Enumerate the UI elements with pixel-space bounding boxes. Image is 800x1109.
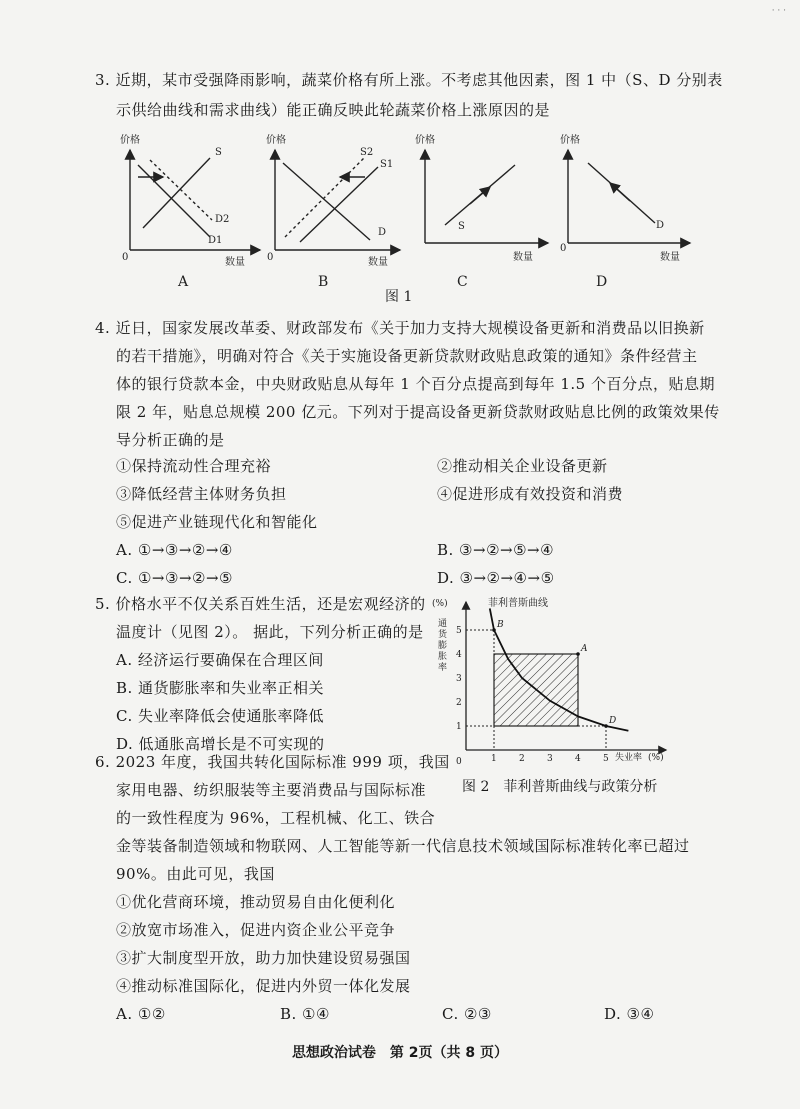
q4-line-5: 导分析正确的是 bbox=[116, 431, 225, 449]
phillips-y-tick-2: 2 bbox=[456, 698, 462, 708]
graph-c-x-label: 数量 bbox=[513, 252, 533, 263]
graph-d bbox=[568, 150, 690, 243]
q6-line-5: 90%。由此可见，我国 bbox=[116, 865, 275, 883]
q4-item-1: ①保持流动性合理充裕 bbox=[116, 457, 272, 475]
phillips-y-unit: (%) bbox=[432, 599, 448, 609]
q6-choice-d[interactable]: D. ③④ bbox=[604, 1005, 655, 1023]
graph-b-y-label: 价格 bbox=[266, 135, 286, 146]
graph-a-y-label: 价格 bbox=[120, 135, 140, 146]
phillips-x-tick-4: 4 bbox=[575, 754, 581, 764]
graph-d-curve-d: D bbox=[656, 220, 665, 231]
phillips-point-label-a: A bbox=[581, 644, 588, 654]
graph-a-option-label: A bbox=[178, 274, 189, 290]
graph-b-x-label: 数量 bbox=[368, 257, 388, 268]
graph-b-option-label: B bbox=[318, 274, 329, 290]
q5-choice-a[interactable]: A. 经济运行要确保在合理区间 bbox=[116, 651, 324, 669]
q4-line-3: 体的银行贷款本金，中央财政贴息从每年 1 个百分点提高到每年 1.5 个百分点，贴息期 bbox=[116, 375, 715, 393]
graph-a-demand-d1 bbox=[138, 165, 210, 237]
graph-b-demand-line bbox=[283, 163, 370, 240]
q4-choice-d[interactable]: D. ③→②→④→⑤ bbox=[437, 569, 555, 587]
q4-line-1: 4. 近日，国家发展改革委、财政部发布《关于加力支持大规模设备更新和消费品以旧换新 bbox=[95, 319, 705, 337]
graph-c-y-label: 价格 bbox=[415, 135, 435, 146]
q5-choice-c[interactable]: C. 失业率降低会使通胀率降低 bbox=[116, 707, 324, 725]
graph-d-origin: 0 bbox=[560, 243, 567, 254]
phillips-title: 菲利普斯曲线 bbox=[488, 598, 548, 609]
phillips-x-tick-3: 3 bbox=[547, 754, 553, 764]
phillips-x-unit: (%) bbox=[648, 753, 664, 763]
figure-1-caption: 图 1 bbox=[385, 289, 413, 305]
corner-mark: · · · bbox=[771, 6, 786, 16]
graph-a-curve-s: S bbox=[215, 147, 222, 158]
graph-a bbox=[130, 150, 260, 250]
q6-item-2: ②放宽市场准入，促进内资企业公平竞争 bbox=[116, 921, 396, 939]
figure-1-graphs bbox=[0, 125, 800, 325]
q4-choice-c[interactable]: C. ①→③→②→⑤ bbox=[116, 569, 233, 587]
q5-choice-d[interactable]: D. 低通胀高增长是不可实现的 bbox=[116, 735, 325, 753]
graph-c bbox=[425, 150, 548, 243]
graph-b-curve-s2: S2 bbox=[360, 147, 374, 158]
graph-c-move-arrow bbox=[470, 187, 490, 204]
phillips-y-tick-1: 1 bbox=[456, 722, 462, 732]
phillips-x-tick-2: 2 bbox=[519, 754, 525, 764]
q4-choice-a[interactable]: A. ①→③→②→④ bbox=[116, 541, 233, 559]
q6-choice-a[interactable]: A. ①② bbox=[116, 1005, 166, 1023]
graph-b-curve-d: D bbox=[378, 227, 387, 238]
q6-item-4: ④推动标准国际化，促进内外贸一体化发展 bbox=[116, 977, 411, 995]
figure-2-phillips-chart bbox=[430, 592, 700, 772]
graph-c-curve-s: S bbox=[458, 221, 465, 232]
phillips-x-tick-1: 1 bbox=[491, 754, 497, 764]
q4-line-2: 的若干措施》，明确对符合《关于实施设备更新贷款财政贴息政策的通知》条件经营主 bbox=[116, 347, 698, 365]
phillips-x-tick-5: 5 bbox=[603, 754, 609, 764]
graph-d-y-label: 价格 bbox=[560, 135, 580, 146]
q5-choice-b[interactable]: B. 通货膨胀率和失业率正相关 bbox=[116, 679, 325, 697]
phillips-point-label-b: B bbox=[497, 620, 504, 630]
phillips-y-label-5: 率 bbox=[438, 663, 448, 673]
q6-line-3: 的一致性程度为 96%，工程机械、化工、铁合 bbox=[116, 809, 436, 827]
q4-item-3: ③降低经营主体财务负担 bbox=[116, 485, 287, 503]
page-footer: 思想政治试卷 第 2页（共 8 页） bbox=[291, 1045, 509, 1061]
q6-item-3: ③扩大制度型开放，助力加快建设贸易强国 bbox=[116, 949, 411, 967]
phillips-point-label-d: D bbox=[609, 716, 617, 726]
q5-line-1: 5. 价格水平不仅关系百姓生活，还是宏观经济的 bbox=[95, 595, 426, 613]
phillips-y-tick-5: 5 bbox=[456, 626, 462, 636]
phillips-point-a bbox=[576, 652, 580, 656]
phillips-y-label-3: 膨 bbox=[438, 641, 448, 651]
q6-choice-b[interactable]: B. ①④ bbox=[280, 1005, 330, 1023]
phillips-point-d bbox=[604, 724, 608, 728]
graph-b-curve-s1: S1 bbox=[380, 159, 394, 170]
q4-item-4: ④促进形成有效投资和消费 bbox=[437, 485, 624, 503]
figure-2-caption: 图 2 菲利普斯曲线与政策分析 bbox=[462, 779, 658, 795]
graph-d-x-label: 数量 bbox=[660, 252, 680, 263]
phillips-x-label: 失业率 bbox=[615, 753, 643, 763]
graph-a-curve-d2: D2 bbox=[215, 214, 230, 225]
q4-item-2: ②推动相关企业设备更新 bbox=[437, 457, 608, 475]
q4-line-4: 限 2 年，贴息总规模 200 亿元。下列对于提高设备更新贷款财政贴息比例的政策效果传 bbox=[116, 403, 720, 421]
q6-line-2: 家用电器、纺织服装等主要消费品与国际标准 bbox=[116, 781, 427, 799]
q4-item-5: ⑤促进产业链现代化和智能化 bbox=[116, 513, 318, 531]
graph-d-move-arrow bbox=[610, 183, 630, 201]
phillips-y-tick-4: 4 bbox=[456, 650, 462, 660]
phillips-y-label-1: 通 bbox=[438, 619, 448, 629]
q4-choice-b[interactable]: B. ③→②→⑤→④ bbox=[437, 541, 555, 559]
q5-line-2: 温度计（见图 2）。 据此，下列分析正确的是 bbox=[116, 623, 424, 641]
q6-line-4: 金等装备制造领域和物联网、人工智能等新一代信息技术领域国际标准转化率已超过 bbox=[116, 837, 690, 855]
phillips-origin: 0 bbox=[456, 757, 462, 767]
graph-d-option-label: D bbox=[596, 274, 608, 290]
q6-choice-c[interactable]: C. ②③ bbox=[442, 1005, 492, 1023]
phillips-y-tick-3: 3 bbox=[456, 674, 462, 684]
phillips-y-label-4: 胀 bbox=[438, 652, 448, 662]
phillips-point-b bbox=[492, 628, 496, 632]
graph-b-origin: 0 bbox=[267, 252, 274, 263]
q6-item-1: ①优化营商环境，推动贸易自由化便利化 bbox=[116, 893, 396, 911]
graph-b-supply-s1 bbox=[300, 167, 378, 242]
q3-line-1: 3. 近期，某市受强降雨影响，蔬菜价格有所上涨。不考虑其他因素，图 1 中（S、D 分别表 bbox=[95, 71, 723, 89]
graph-a-supply-line bbox=[143, 158, 210, 228]
phillips-y-label-2: 货 bbox=[438, 630, 448, 640]
graph-c-option-label: C bbox=[457, 274, 468, 290]
graph-a-origin: 0 bbox=[122, 252, 129, 263]
graph-a-x-label: 数量 bbox=[225, 257, 245, 268]
q6-line-1: 6. 2023 年度，我国共转化国际标准 999 项，我国 bbox=[95, 753, 450, 771]
graph-a-curve-d1: D1 bbox=[208, 235, 223, 246]
q3-line-2: 示供给曲线和需求曲线）能正确反映此轮蔬菜价格上涨原因的是 bbox=[116, 101, 551, 119]
